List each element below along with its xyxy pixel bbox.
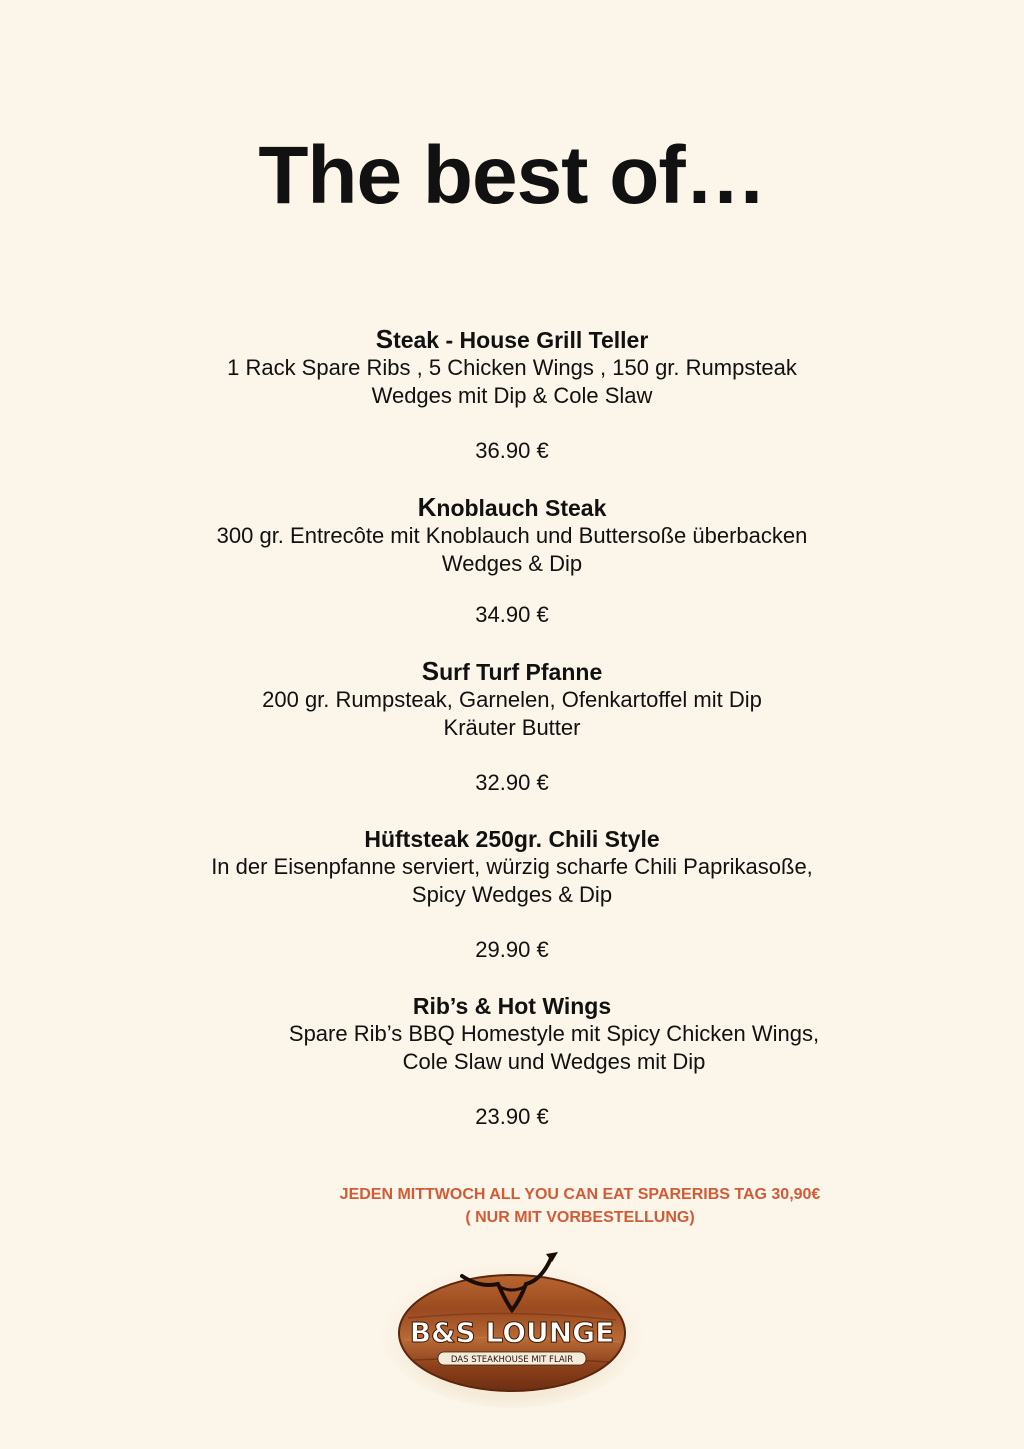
item-price: 34.90 € [475, 602, 549, 627]
promo-line: JEDEN MITTWOCH ALL YOU CAN EAT SPARERIBS TAG 30,90€ [339, 1186, 821, 1203]
logo-tagline: DAS STEAKHOUSE MIT FLAIR [450, 1355, 574, 1365]
logo-graphic [380, 1238, 645, 1408]
item-description: Spicy Wedges & Dip [411, 882, 613, 907]
item-name: Surf Turf Pfanne [421, 656, 603, 686]
item-description: Spare Rib’s BBQ Homestyle mit Spicy Chicken Wings, [288, 1021, 820, 1046]
item-name: Rib’s & Hot Wings [412, 993, 612, 1019]
logo-name: B&S LOUNGE [409, 1316, 615, 1349]
item-price: 32.90 € [475, 770, 549, 795]
promo-notice [320, 1183, 840, 1229]
item-name: Knoblauch Steak [417, 492, 607, 522]
item-price: 36.90 € [475, 438, 549, 463]
item-name: Hüftsteak 250gr. Chili Style [364, 826, 660, 852]
menu-item-surf-turf [0, 657, 1024, 742]
item-description: 300 gr. Entrecôte mit Knoblauch und Buttersoße überbacken [216, 523, 808, 548]
item-name: Steak - House Grill Teller [375, 324, 649, 354]
menu-item-hueftsteak [0, 825, 1024, 909]
item-description: Kräuter Butter [443, 715, 581, 740]
menu-item-house-grill [0, 325, 1024, 410]
page-title: The best of… [258, 130, 766, 221]
item-price: 29.90 € [475, 937, 549, 962]
menu-item-knoblauch-steak [0, 493, 1024, 578]
item-price: 23.90 € [475, 1104, 549, 1129]
item-description: In der Eisenpfanne serviert, würzig scharfe Chili Paprikasoße, [211, 854, 813, 879]
brand-logo [380, 1238, 645, 1408]
item-description: 200 gr. Rumpsteak, Garnelen, Ofenkartoffel mit Dip [262, 687, 762, 712]
item-description: 1 Rack Spare Ribs , 5 Chicken Wings , 150 gr. Rumpsteak [227, 355, 797, 380]
menu-item-ribs-wings [0, 992, 1024, 1076]
item-description: Wedges mit Dip & Cole Slaw [371, 383, 653, 408]
promo-line: ( NUR MIT VORBESTELLUNG) [465, 1209, 695, 1226]
item-description: Wedges & Dip [441, 551, 583, 576]
item-description: Cole Slaw und Wedges mit Dip [402, 1049, 706, 1074]
